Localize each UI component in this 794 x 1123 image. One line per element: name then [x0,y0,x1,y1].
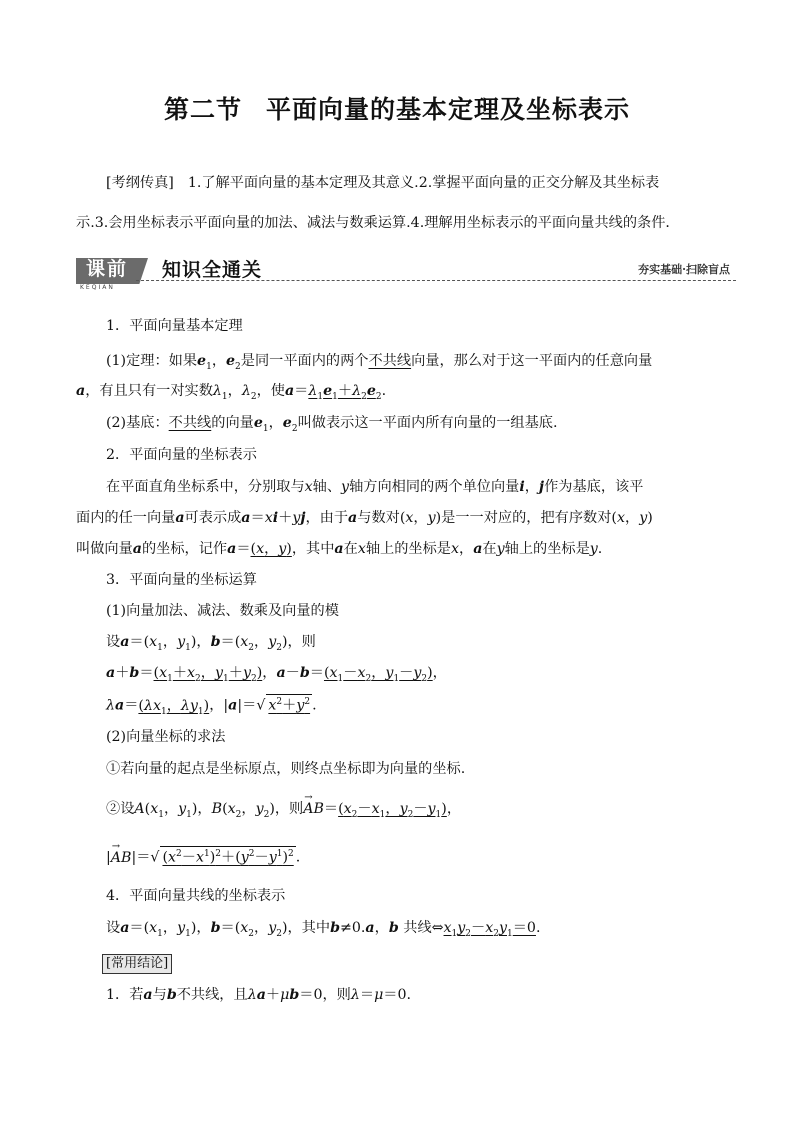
banner-tag-sub: KEQIAN [80,284,115,291]
s3-coord-1: ①若向量的起点是坐标原点，则终点坐标即为向量的坐标. [106,761,466,777]
banner-divider [136,280,736,281]
s3-add-sub: $a+b=(x_1+x_2$，$y_1+y_2$)，$a-b=(x_1-x_2$，$y_1-y_2$)， [106,665,447,684]
s3-sub-2: (2)向量坐标的求法 [106,729,226,745]
s2-line-3: 叫做向量a的坐标，记作a＝(x，y)，其中a在x轴上的坐标是x，a在y轴上的坐标是y. [76,541,603,557]
s1-line-2: a，有且只有一对实数$\lambda_1$，$\lambda_2$，使$a=\lambda_1e_1+\lambda_2e_2$. [76,383,387,402]
s3-set: 设$a=(x_1$，$y_1$)，$b=(x_2$，$y_2$)，则 [106,634,316,653]
s4-line-1: 设$a=(x_1$，$y_1$)，$b=(x_2$，$y_2$)，其中b≠0.a，b 共线$\Leftrightarrow x_1y_2-x_2y_1=0$. [106,920,541,939]
s1-line-1: (1)定理：如果$e_1$，$e_2$是同一平面内的两个不共线向量，那么对于这一平面内的任意向量 [106,353,653,372]
s3-sub-1: (1)向量加法、减法、数乘及向量的模 [106,603,339,619]
banner-slogan: 夯实基础·扫除盲点 [638,263,730,276]
section-banner [76,256,736,292]
s3-heading: 3．平面向量的坐标运算 [106,572,257,588]
syllabus-label: [考纲传真] [106,175,174,191]
s1-line-3: (2)基底：不共线的向量$e_1$，$e_2$叫做表示这一平面内所有向量的一组基底. [106,415,558,434]
banner-tag-text: 课前 [86,258,129,280]
page-title [0,90,794,126]
syllabus-line-1: [考纲传真] 1.了解平面向量的基本定理及其意义.2.掌握平面向量的正交分解及其坐标表 [106,175,660,191]
conclusion-line-1: 1．若a与b不共线，且λa＋μb＝0，则λ＝μ＝0. [106,987,412,1003]
s2-line-2: 面内的任一向量a可表示成a＝xi＋yj，由于a与数对(x，y)是一一对应的，把有序数对(x，y) [76,510,653,526]
s3-coord-2: ②设$A(x_1$，$y_1$)，$B(x_2$，$y_2$)，则→ $AB=(x_2-x_1$，$y_2-y_1$)， [106,798,461,826]
conclusion-label: [常用结论] [102,952,172,974]
title-text: 平面向量的基本定理及坐标表示 [266,95,631,124]
s2-line-1: 在平面直角坐标系中，分别取与x轴、y轴方向相同的两个单位向量i，j作为基底，该平 [106,479,644,495]
s1-heading: 1．平面向量基本定理 [106,318,243,334]
s2-heading: 2．平面向量的坐标表示 [106,447,257,463]
syllabus-line-2: 示.3.会用坐标表示平面向量的加法、减法与数乘运算.4.理解用坐标表示的平面向量共线的条件． [76,215,680,231]
title-section: 第二节 [163,95,242,124]
s3-scalar: $\lambda a=(\lambda x_1$，$\lambda y_1$)，|a|＝√ $x^2+y^2$ . [106,694,317,723]
s3-magnitude: |→ AB|＝√ $(x^2-x^1)^2+(y^2-y^1)^2$ . [106,846,300,869]
banner-title: 知识全通关 [162,259,263,281]
s4-heading: 4．平面向量共线的坐标表示 [106,888,286,904]
